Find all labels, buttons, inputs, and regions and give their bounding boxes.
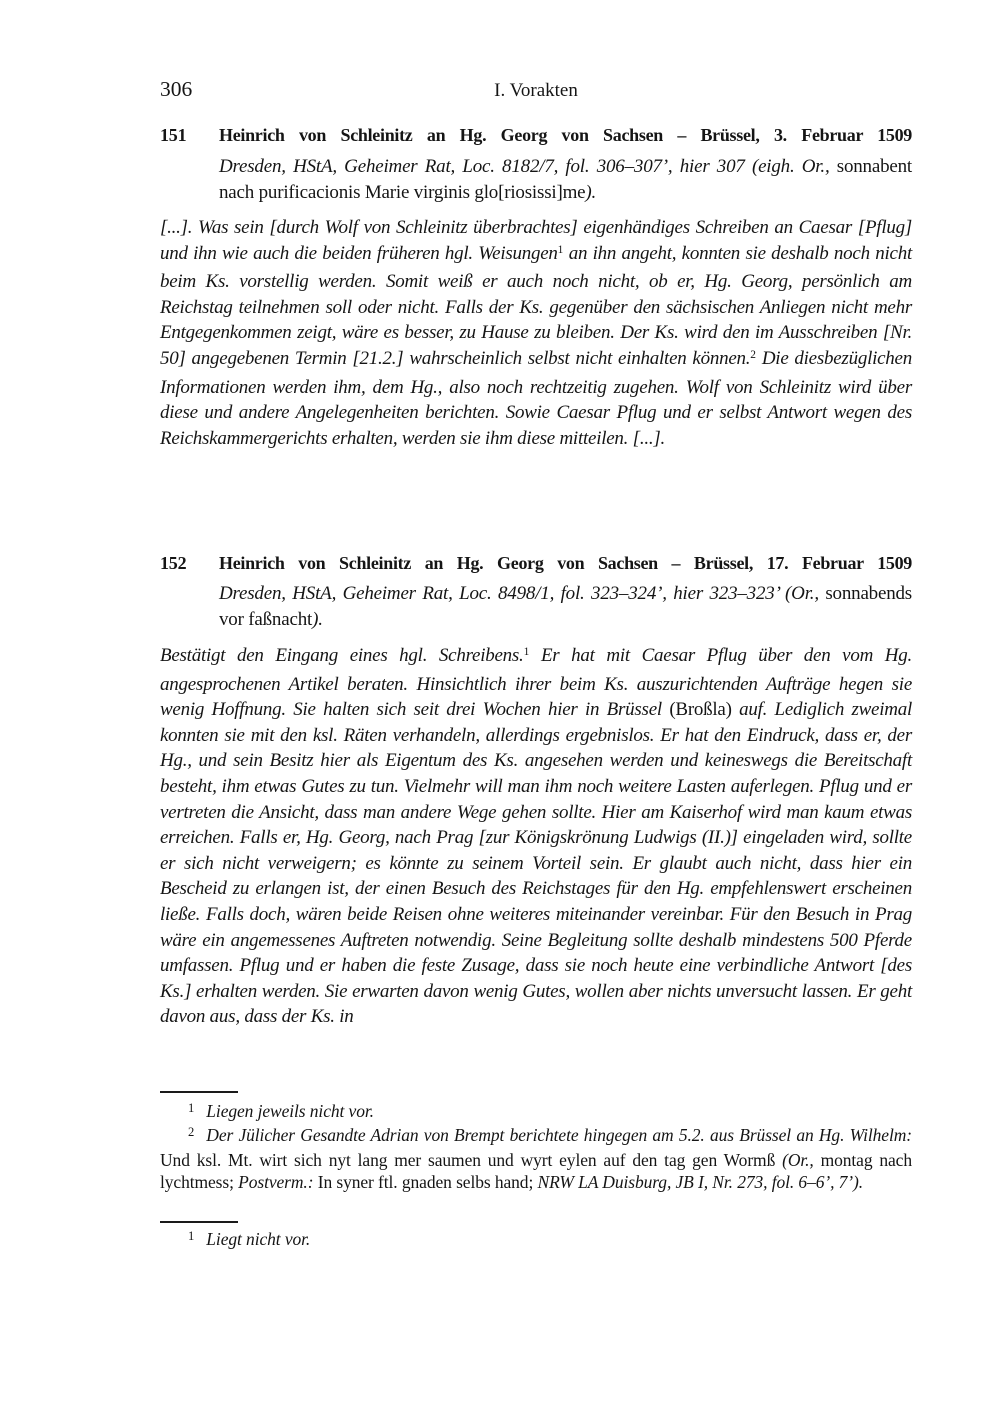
entry-152-title: Heinrich von Schleinitz an Hg. Georg von Sachsen – Brüssel, 17. Februar 1509: [219, 553, 912, 573]
text-segment: In syner ftl. gnaden selbs hand;: [317, 1172, 538, 1193]
text-segment: 2: [750, 349, 756, 362]
text-segment: Liegen jeweils nicht vor.: [206, 1101, 374, 1121]
entry-151-heading: [160, 122, 912, 148]
entry-151-body: [160, 215, 912, 451]
text-segment: ).: [312, 608, 323, 630]
text-segment: 1: [557, 243, 564, 256]
footnote-151-1: [160, 1100, 912, 1124]
text-segment: sonnabent nach purificacionis Marie virginis glo[riosissi]me: [219, 156, 912, 203]
entry-151-title: Heinrich von Schleinitz an Hg. Georg von Sachsen – Brüssel, 3. Februar 1509: [219, 125, 912, 145]
text-segment: auf. Lediglich zweimal konnten sie mit den ksl. Räten verhandeln, allerdings ergebnislos. Er hat den Eindruck, dass er, der Hg., und sein Besitz hier als Eigentum des Ks. angesehen werden und keineswegs die Bereitschaft besteht, ihm etwas Gutes zu tun. Vielmehr will man ihm noch weitere Lasten auferlegen. Pflug und er vertreten die Ansicht, dass man andere Wege gehen sollte. Hier am Kaiserhof wird man kaum etwas erreichen. Falls er, Hg. Georg, nach Prag [zur Königskrönung Ludwigs (II.)] eingeladen wird, sollte er sich nicht verweigern; es könnte zu seinem Vorteil sein. Er glaubt auch nicht, dass hier ein Bescheid zu erlangen ist, der einen Besuch des Reichstages für den Hg. empfehlenswert erscheinen ließe. Falls doch, wären beide Reisen ohne weiteres miteinander vereinbar. Für den Besuch in Prag wäre ein angemessenes Auftreten notwendig. Seine Begleitung sollte deshalb mindestens 500 Pferde umfassen. Pflug und er haben die feste Zusage, dass sie noch heute eine verbindliche Antwort [des Ks.] erhalten werden. Sie erwarten davon wenig Gutes, wollen aber nichts unversucht lassen. Er geht davon aus, dass der Ks. in: [160, 699, 913, 1028]
text-segment: Liegt nicht vor.: [206, 1229, 311, 1249]
footnote-151-2: [160, 1124, 912, 1193]
text-segment: 2: [188, 1125, 195, 1140]
entry-151-number: 151: [160, 125, 187, 145]
text-segment: Dresden, HStA, Geheimer Rat, Loc. 8498/1, fol. 323–324’, hier 323–323’ (Or.,: [219, 583, 826, 604]
entry-152-body: [160, 643, 912, 1030]
page-header: [160, 76, 912, 106]
entry-152-heading: [160, 550, 912, 576]
text-segment: ).: [585, 181, 597, 203]
text-segment: Die diesbezüglichen Informationen werden ihm, dem Hg., also noch rechtzeitig zugehen. Wolf von Schleinitz wird über diese und andere Angelegenheiten berichten. Sowie Caesar Pflug und er selbst Antwort wegen des Reichskammergerichts erhalten, werden sie ihm diese mitteilen. [...].: [160, 347, 912, 449]
text-segment: Dresden, HStA, Geheimer Rat, Loc. 8182/7, fol. 306–307’, hier 307 (eigh. Or.,: [219, 156, 837, 177]
footnote-152-1: [160, 1228, 912, 1252]
text-segment: 1: [188, 1100, 195, 1115]
footnote-group-152: [160, 1228, 912, 1252]
text-segment: sonnabends vor faßnacht: [219, 583, 912, 630]
footnote-rule-152: [160, 1221, 238, 1223]
entry-152-number: 152: [160, 553, 187, 573]
text-segment: Und ksl. Mt. wirt sich nyt lang mer saumen und wyrt eylen auf den tag gen Wormß: [160, 1149, 783, 1170]
text-segment: 1: [523, 646, 530, 659]
footnote-group-151: [160, 1100, 912, 1194]
footnote-rule-151: [160, 1091, 238, 1093]
text-segment: (Or.,: [782, 1149, 821, 1170]
text-segment: (Broßla): [669, 699, 732, 721]
page-number: 306: [160, 77, 193, 101]
text-segment: [...]. Was sein [durch Wolf von Schleinitz überbrachtes] eigenhändiges Schreiben an Caesar [Pflug] und ihn wie auch die beiden früheren hgl. Weisungen: [160, 217, 912, 264]
entry-151-source: [219, 154, 912, 205]
text-segment: Bestätigt den Eingang eines hgl. Schreibens.: [160, 645, 524, 666]
text-segment: Er hat mit Caesar Pflug über den vom Hg. angesprochenen Artikel beraten. Hinsichtlich ihrer beim Ks. auszurichtenden Aufträge hegen sie wenig Hoffnung. Sie halten sich seit drei Wochen hier in Brüssel: [160, 645, 912, 721]
text-segment: NRW LA Duisburg, JB I, Nr. 273, fol. 6–6’, 7’).: [537, 1172, 864, 1193]
running-head: I. Vorakten: [494, 80, 578, 101]
entry-152-source: [219, 581, 912, 632]
text-segment: montag nach lychtmess;: [160, 1149, 912, 1193]
text-segment: an ihn angeht, konnten sie deshalb noch nicht beim Ks. vorstellig werden. Somit weiß er auch noch nicht, ob er, Hg. Georg, persönlich am Reichstag teilnehmen soll oder nicht. Falls der Ks. gegenüber den sächsischen Anliegen nicht mehr Entgegenkommen zeigt, wäre es besser, zu Hause zu bleiben. Der Ks. wird den im Ausschreiben [Nr. 50] angegebenen Termin [21.2.] wahrscheinlich selbst nicht einhalten können.: [160, 242, 912, 369]
text-segment: Postverm.:: [238, 1172, 318, 1193]
text-segment: 1: [188, 1228, 195, 1243]
text-segment: Der Jülicher Gesandte Adrian von Brempt berichtete hingegen am 5.2. aus Brüssel an Hg. Wilhelm:: [206, 1125, 912, 1146]
